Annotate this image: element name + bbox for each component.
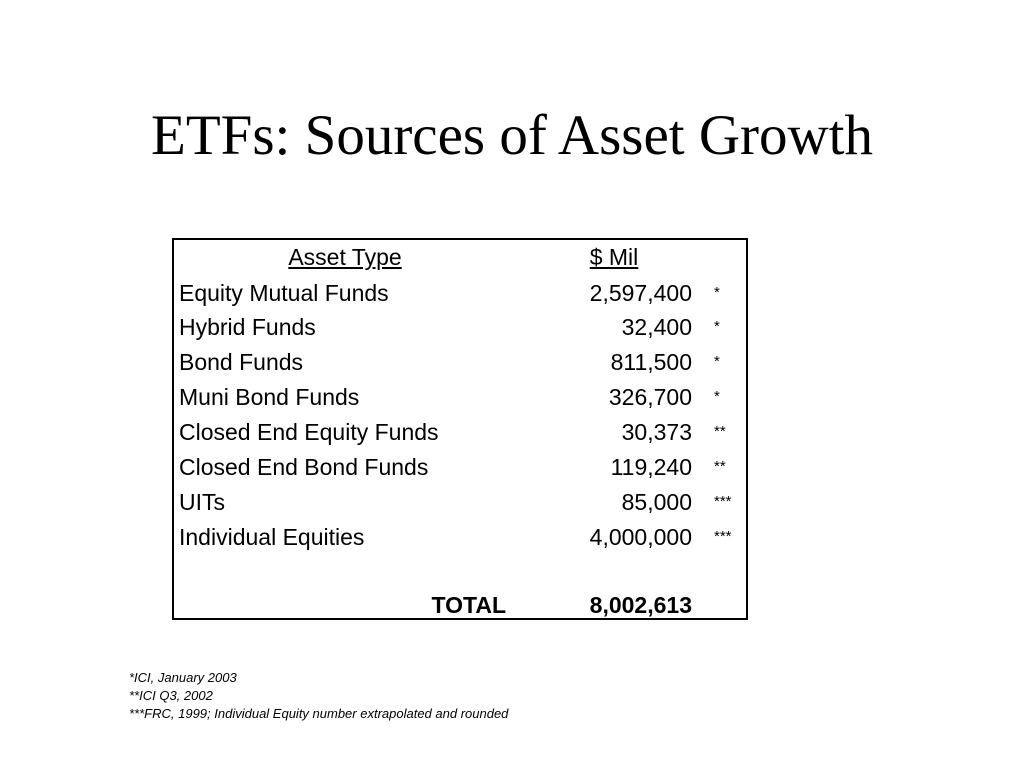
slide-title: ETFs: Sources of Asset Growth [151, 104, 873, 167]
header-value: $ Mil [589, 244, 639, 270]
total-label: TOTAL [431, 592, 506, 618]
row-value: 4,000,000 [589, 524, 692, 550]
row-note: ** [714, 458, 726, 475]
row-value: 811,500 [610, 349, 692, 375]
row-note: * [714, 353, 720, 370]
footnote: **ICI Q3, 2002 [129, 688, 213, 703]
row-name: Closed End Bond Funds [179, 454, 429, 480]
row-name: UITs [179, 489, 225, 515]
row-name: Bond Funds [179, 349, 304, 375]
row-note: ** [714, 423, 726, 440]
header-asset-type: Asset Type [288, 244, 402, 270]
footnote: ***FRC, 1999; Individual Equity number extrapolated and rounded [129, 706, 509, 721]
row-value: 326,700 [608, 384, 692, 410]
row-note: * [714, 388, 720, 405]
total-value: 8,002,613 [589, 592, 692, 618]
row-name: Hybrid Funds [179, 314, 316, 340]
row-note: *** [714, 493, 732, 510]
row-name: Muni Bond Funds [179, 384, 360, 410]
row-value: 85,000 [621, 489, 692, 515]
row-value: 119,240 [610, 454, 692, 480]
row-value: 32,400 [621, 314, 692, 340]
row-note: *** [714, 528, 732, 545]
row-value: 30,373 [621, 419, 692, 445]
footnotes [129, 669, 508, 723]
footnote: *ICI, January 2003 [129, 670, 237, 685]
asset-table [172, 238, 748, 620]
row-value: 2,597,400 [589, 280, 692, 306]
row-note: * [714, 284, 720, 301]
row-name: Individual Equities [179, 524, 365, 550]
row-note: * [714, 318, 720, 335]
row-name: Closed End Equity Funds [179, 419, 439, 445]
row-name: Equity Mutual Funds [179, 280, 389, 306]
